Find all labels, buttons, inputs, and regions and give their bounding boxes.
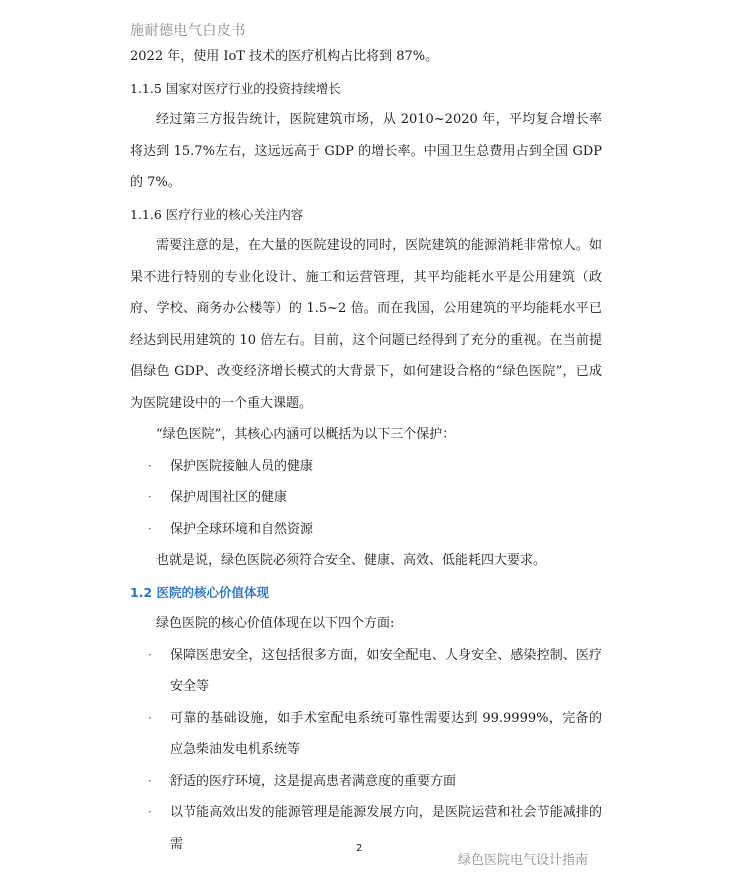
page-number: 2	[356, 843, 363, 854]
list-item-text: 保护周围社区的健康	[170, 490, 288, 505]
section-1-1-5-heading: 1.1.5 国家对医疗行业的投资持续增长	[130, 80, 341, 96]
intro-line: 2022 年，使用 IoT 技术的医疗机构占比将到 87%。	[130, 49, 439, 64]
list-item-text: 以节能高效出发的能源管理是能源发展方向，是医院运营和社会节能减排的需	[170, 805, 602, 852]
section-1-1-6-paragraph: 需要注意的是，在大量的医院建设的同时，医院建筑的能源消耗非常惊人。如果不进行特别的专业化设计、施工和运营管理，其平均能耗水平是公用建筑（政府、学校、商务办公楼等）的 1.5~2 倍。而在我国，公用建筑的平均能耗水平已经达到民用建筑的 10 倍左右。目前，这个问题已经得到了充分的重视。在当前提倡绿色 GDP、改变经济增长模式的大背景下，如何建设合格的“绿色医院”，已成为医院建设中的一个重大课题。	[130, 238, 602, 411]
bullet-dot-icon: ·	[148, 458, 152, 473]
bullet-dot-icon: ·	[148, 710, 152, 725]
page-content	[130, 41, 602, 860]
bullet-dot-icon: ·	[148, 521, 152, 536]
bullet-dot-icon: ·	[148, 647, 152, 662]
list-item-text: 保护医院接触人员的健康	[170, 458, 314, 474]
green-hospital-intro: “绿色医院”，其核心内涵可以概括为以下三个保护：	[156, 427, 456, 442]
list-item	[130, 514, 602, 546]
bullet-dot-icon: ·	[148, 490, 152, 504]
section-1-2-heading: 1.2 医院的核心价值体现	[130, 584, 269, 600]
bullet-dot-icon: ·	[148, 773, 152, 788]
section-1-1-6-heading: 1.1.6 医疗行业的核心关注内容	[130, 206, 304, 222]
document-footer-title: 绿色医院电气设计指南	[458, 853, 589, 868]
core-values-list	[130, 640, 602, 861]
bullet-dot-icon: ·	[148, 805, 152, 819]
section-1-2-intro: 绿色医院的核心价值体现在以下四个方面:	[156, 616, 395, 631]
list-item	[130, 766, 602, 798]
list-item	[130, 640, 602, 703]
list-item-text: 舒适的医疗环境，这是提高患者满意度的重要方面	[170, 773, 457, 789]
list-item-text: 保护全球环境和自然资源	[170, 521, 314, 537]
document-header-title: 施耐德电气白皮书	[130, 23, 246, 39]
section-1-1-5-paragraph: 经过第三方报告统计，医院建筑市场，从 2010~2020 年，平均复合增长率将达到 15.7%左右，这远远高于 GDP 的增长率。中国卫生总费用占到全国 GDP 的 7%。	[130, 112, 602, 190]
list-item	[130, 451, 602, 483]
list-item	[130, 482, 602, 514]
list-item-text: 保障医患安全，这包括很多方面，如安全配电、人身安全、感染控制、医疗安全等	[170, 647, 602, 694]
section-1-1-6-summary: 也就是说，绿色医院必须符合安全、健康、高效、低能耗四大要求。	[156, 553, 547, 568]
three-protections-list	[130, 451, 602, 546]
list-item-text: 可靠的基础设施，如手术室配电系统可靠性需要达到 99.9999%，完备的应急柴油发电机系统等	[170, 710, 602, 757]
list-item	[130, 703, 602, 766]
